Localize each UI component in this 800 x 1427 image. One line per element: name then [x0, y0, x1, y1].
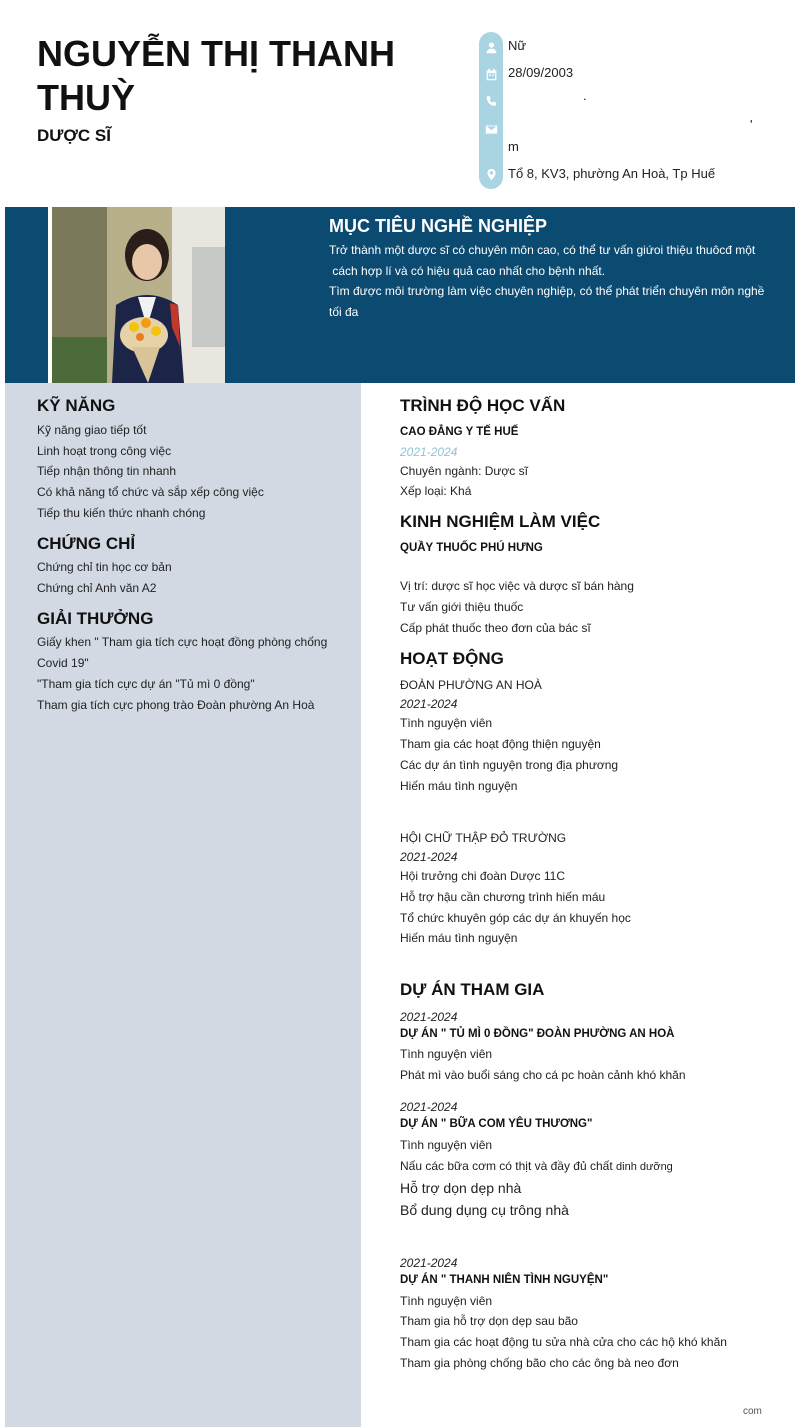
skill-item: Tiếp nhận thông tin nhanh — [37, 464, 177, 478]
experience-item: Vị trí: dược sĩ học việc và dược sĩ bán hàng — [400, 579, 634, 593]
contact-phone: . — [583, 88, 587, 103]
experience-title: KINH NGHIỆM LÀM VIỆC — [400, 512, 601, 531]
contact-email-line2: m — [508, 139, 519, 154]
project-period: 2021-2024 — [400, 1256, 458, 1270]
education-major: Chuyên ngành: Dược sĩ — [400, 464, 528, 478]
education-school: CAO ĐẲNG Y TẾ HUẾ — [400, 426, 519, 438]
project-period: 2021-2024 — [400, 1100, 458, 1114]
experience-item: Tư vấn giới thiệu thuốc — [400, 600, 524, 614]
activity-item: Hỗ trợ hậu cần chương trình hiến máu — [400, 890, 606, 904]
award-item: Giấy khen " Tham gia tích cực hoạt đồng phòng chống — [37, 635, 328, 649]
skill-item: Có khả năng tổ chức và sắp xếp công việc — [37, 485, 264, 499]
contact-address: Tổ 8, KV3, phường An Hoà, Tp Huế — [508, 166, 716, 181]
skill-item: Kỹ năng giao tiếp tốt — [37, 423, 147, 437]
award-item: "Tham gia tích cực dự án "Tủ mì 0 đồng" — [37, 677, 255, 691]
activity-item: Tình nguyện viên — [400, 716, 493, 730]
objective-line-3: Tìm được môi trường làm việc chuyên nghiệp, có thể phát triển chuyên môn nghề — [329, 284, 765, 298]
skill-item: Linh hoạt trong công việc — [37, 444, 172, 458]
activity-item: Tổ chức khuyên góp các dự án khuyến học — [400, 911, 631, 925]
project-name: DỰ ÁN " THANH NIÊN TÌNH NGUYỆN" — [400, 1274, 609, 1286]
activity-org: ĐOÀN PHƯỜNG AN HOÀ — [400, 678, 542, 692]
user-icon — [479, 35, 503, 59]
location-icon — [479, 162, 503, 186]
project-item: Tình nguyện viên — [400, 1294, 493, 1308]
project-item: Tình nguyện viên — [400, 1138, 493, 1152]
project-item-small: dinh dưỡng — [616, 1161, 673, 1173]
experience-company: QUẦY THUỐC PHÚ HƯNG — [400, 542, 543, 554]
awards-title: GIẢI THƯỞNG — [37, 609, 154, 628]
footer-watermark: com — [743, 1406, 762, 1417]
education-grade: Xếp loại: Khá — [400, 484, 472, 498]
activity-period: 2021-2024 — [400, 697, 458, 711]
project-item-main: Nấu các bữa cơm có thịt và đầy đủ chất — [400, 1159, 617, 1173]
profile-photo — [52, 207, 225, 383]
contact-birthdate: 28/09/2003 — [508, 65, 574, 80]
mail-icon — [479, 117, 503, 141]
skill-item: Tiếp thu kiến thức nhanh chóng — [37, 506, 206, 520]
candidate-role: DƯỢC SĨ — [37, 126, 111, 145]
activity-item: Các dự án tình nguyện trong địa phương — [400, 758, 619, 772]
contact-email-line1: ' — [750, 117, 753, 132]
objective-line-4: tối đa — [329, 305, 359, 319]
certificate-item: Chứng chỉ tin học cơ bản — [37, 560, 172, 574]
activity-item: Hội trưởng chi đoàn Dược 11C — [400, 869, 565, 883]
project-item — [400, 1159, 673, 1173]
projects-title: DỰ ÁN THAM GIA — [400, 980, 545, 999]
activity-item: Tham gia các hoạt động thiện nguyện — [400, 737, 601, 751]
certificates-title: CHỨNG CHỈ — [37, 534, 136, 553]
activities-title: HOẠT ĐỘNG — [400, 649, 504, 668]
project-item: Phát mì vào buổi sáng cho cá pc hoàn cảnh khó khăn — [400, 1068, 686, 1082]
phone-icon — [479, 89, 503, 113]
contact-icon-bar — [479, 32, 503, 189]
activity-item: Hiến máu tình nguyện — [400, 779, 518, 793]
project-period: 2021-2024 — [400, 1010, 458, 1024]
project-name: DỰ ÁN " TỦ MÌ 0 ĐỒNG" ĐOÀN PHƯỜNG AN HOÀ — [400, 1028, 675, 1040]
experience-item: Cấp phát thuốc theo đơn của bác sĩ — [400, 621, 591, 635]
certificate-item: Chứng chỉ Anh văn A2 — [37, 581, 157, 595]
project-item: Tham gia các hoạt động tu sửa nhà cửa cho các hộ khó khăn — [400, 1335, 727, 1349]
award-item: Tham gia tích cực phong trào Đoàn phường An Hoà — [37, 698, 315, 712]
objective-line-2: cách hợp lí và có hiệu quả cao nhất cho bệnh nhất. — [329, 264, 606, 278]
project-item: Tình nguyện viên — [400, 1047, 493, 1061]
activity-org: HỘI CHỮ THẬP ĐỎ TRƯỜNG — [400, 831, 567, 845]
project-item: Tham gia hỗ trợ dọn dẹp sau bão — [400, 1314, 578, 1328]
project-item: Bổ dung dụng cụ trông nhà — [400, 1202, 569, 1218]
award-item: Covid 19" — [37, 656, 89, 670]
calendar-icon — [479, 62, 503, 86]
project-item: Hỗ trợ dọn dẹp nhà — [400, 1180, 522, 1196]
project-item: Tham gia phòng chống bão cho các ông bà neo đơn — [400, 1356, 679, 1370]
contact-gender: Nữ — [508, 38, 527, 53]
activity-period: 2021-2024 — [400, 850, 458, 864]
objective-line-1: Trở thành một dược sĩ có chuyên môn cao, có thể tư vấn giứoi thiệu thuôcđ một — [329, 243, 756, 257]
objective-title: MỤC TIÊU NGHỀ NGHIỆP — [329, 216, 548, 236]
candidate-name: NGUYỄN THỊ THANH THUỲ — [37, 33, 395, 118]
activity-item: Hiến máu tình nguyện — [400, 931, 518, 945]
project-name: DỰ ÁN " BỮA COM YÊU THƯƠNG" — [400, 1118, 593, 1130]
skills-title: KỸ NĂNG — [37, 396, 116, 415]
education-title: TRÌNH ĐỘ HỌC VẤN — [400, 396, 566, 415]
education-period: 2021-2024 — [400, 445, 458, 459]
